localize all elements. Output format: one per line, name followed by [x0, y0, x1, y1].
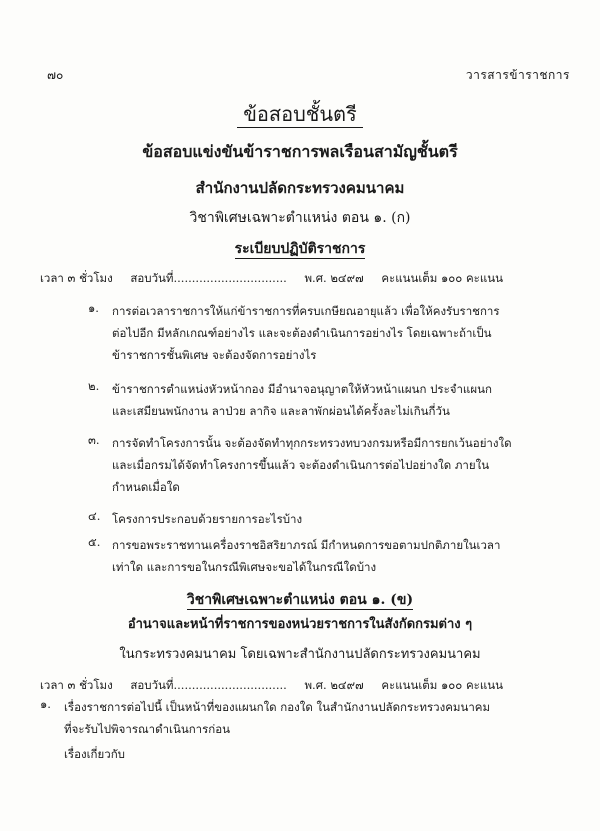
question-line: และเมื่อกรมได้จัดทำโครงการขึ้นแล้ว จะต้องดำเนินการต่อไปอย่างใด ภายใน [112, 458, 490, 472]
question-line: ข้าราชการชั้นพิเศษ จะต้องจัดการอย่างไร [112, 348, 317, 362]
full-score: คะแนนเต็ม ๑๐๐ คะแนน [381, 678, 503, 692]
exam-time-line-2 [40, 677, 517, 695]
exam-year: พ.ศ. ๒๔๙๗ [304, 271, 364, 285]
duration: เวลา ๓ ชั่วโมง [40, 678, 113, 692]
question-line: ต่อไปอีก มีหลักเกณฑ์อย่างไร และจะต้องดำเนินการอย่างไร โดยเฉพาะถ้าเป็น [112, 326, 492, 340]
question-5 [112, 534, 552, 578]
office-name: สำนักงานปลัดกระทรวงคมนาคม [195, 179, 405, 197]
question-number: ๒. [88, 379, 100, 393]
exam-title: ข้อสอบแข่งขันข้าราชการพลเรือนสามัญชั้นตรี [142, 142, 458, 161]
subject-1-topic-text: ระเบียบปฏิบัติราชการ [234, 241, 366, 257]
question-line: การต่อเวลาราชการให้แก่ข้าราชการที่ครบเกษียณอายุแล้ว เพื่อให้คงรับราชการ [112, 304, 500, 318]
question-number: ๑. [88, 301, 99, 315]
subject-2-topic-line-1: อำนาจและหน้าที่ราชการของหน่วยราชการในสังกัดกรมต่าง ๆ [127, 617, 473, 632]
question-line: ที่จะรับไปพิจารณาดำเนินการก่อน [64, 722, 231, 736]
running-head: วารสารข้าราชการ [465, 68, 570, 82]
exam-date: สอบวันที่............................... [130, 678, 287, 692]
subject-1-topic [0, 238, 600, 260]
page-number: ๗๐ [47, 68, 64, 82]
question-line: ข้าราชการตำแหน่งหัวหน้ากอง มีอำนาจอนุญาตให้หัวหน้าแผนก ประจำแผนก [112, 382, 492, 396]
question-b1-item: เรื่องเกี่ยวกับ [64, 747, 125, 761]
question-b1 [64, 696, 504, 740]
question-4 [112, 508, 552, 530]
subject-1-heading: วิชาพิเศษเฉพาะตำแหน่ง ตอน ๑. (ก) [189, 210, 411, 226]
question-number: ๑. [40, 697, 51, 711]
question-line: การขอพระราชทานเครื่องราชอิสริยาภรณ์ มีกำหนดการขอตามปกติภายในเวลา [112, 538, 501, 552]
question-line: เรื่องราชการต่อไปนี้ เป็นหน้าที่ของแผนกใด กองใด ในสำนักงานปลัดกระทรวงคมนาคม [64, 700, 491, 714]
question-line: เท่าใด และการขอในกรณีพิเศษจะขอได้ในกรณีใดบ้าง [112, 560, 377, 574]
document-title-text: ข้อสอบชั้นตรี [237, 102, 363, 128]
question-3 [112, 432, 552, 498]
question-line: โครงการประกอบด้วยรายการอะไรบ้าง [112, 512, 303, 526]
question-number: ๔. [88, 509, 101, 523]
question-line: และเสมียนพนักงาน ลาป่วย ลากิจ และลาพักผ่อนได้ครั้งละไม่เกินกี่วัน [112, 404, 450, 418]
document-title [0, 98, 600, 130]
exam-year: พ.ศ. ๒๔๙๗ [304, 678, 364, 692]
exam-date: สอบวันที่............................... [130, 271, 287, 285]
question-line: การจัดทำโครงการนั้น จะต้องจัดทำทุกกระทรวงทบวงกรมหรือมีการยกเว้นอย่างใด [112, 436, 512, 450]
question-2 [112, 378, 552, 422]
question-number: ๕. [88, 535, 101, 549]
exam-time-line-1 [40, 270, 517, 288]
question-line: กำหนดเมื่อใด [112, 480, 180, 494]
full-score: คะแนนเต็ม ๑๐๐ คะแนน [381, 271, 503, 285]
subject-2-topic-line-2: ในกระทรวงคมนาคม โดยเฉพาะสำนักงานปลัดกระทรวงคมนาคม [119, 647, 481, 662]
question-1 [112, 300, 552, 366]
question-number: ๓. [88, 433, 100, 447]
duration: เวลา ๓ ชั่วโมง [40, 271, 113, 285]
subject-2-heading [0, 589, 600, 611]
subject-2-heading-text: วิชาพิเศษเฉพาะตำแหน่ง ตอน ๑. (ข) [186, 592, 414, 608]
